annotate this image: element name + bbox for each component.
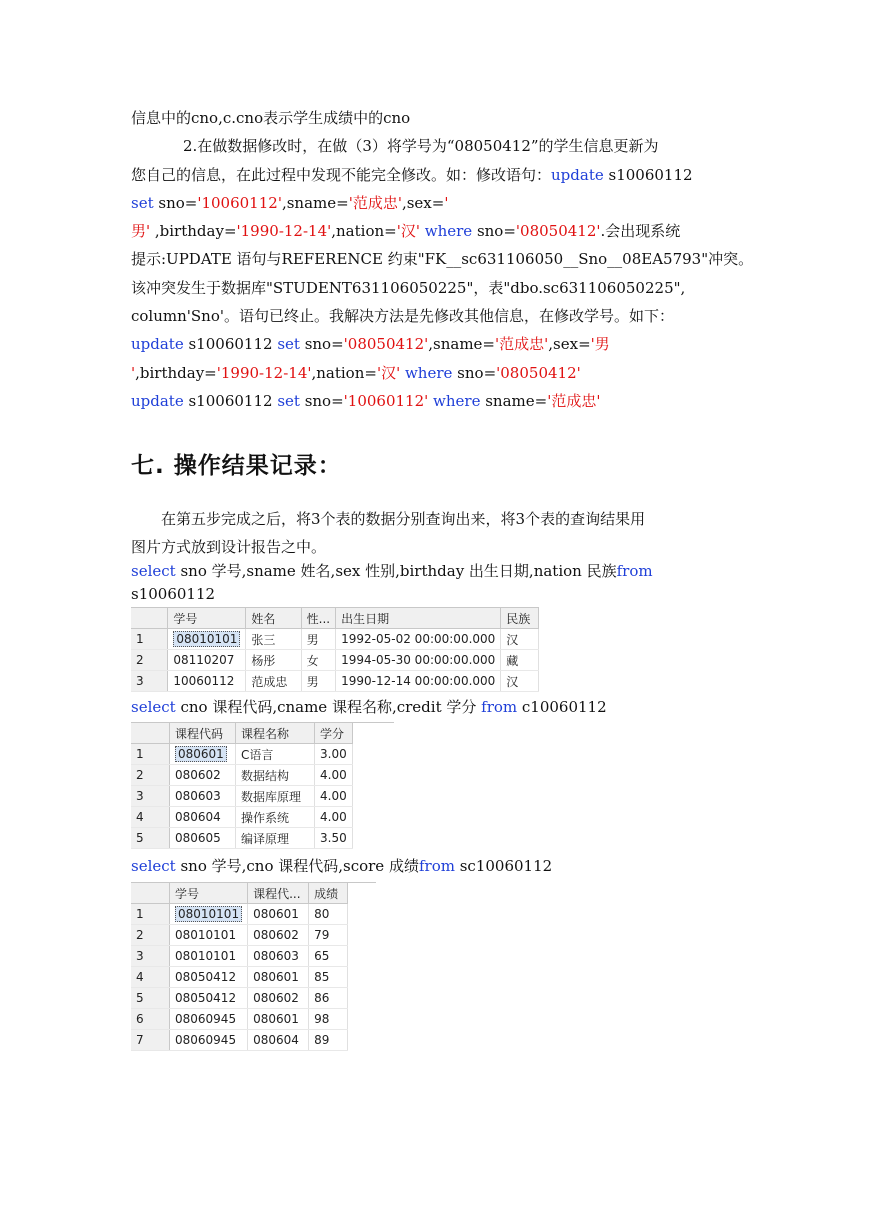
grid-header[interactable]: 出生日期: [336, 608, 501, 629]
table-row[interactable]: [131, 765, 352, 786]
text-span: sc10060112: [454, 857, 553, 875]
table-row[interactable]: [131, 786, 352, 807]
sql-keyword: where: [419, 222, 473, 241]
row-number[interactable]: 2: [131, 765, 170, 786]
table-row[interactable]: [131, 650, 539, 671]
grid-corner: [131, 883, 170, 904]
row-number[interactable]: 2: [131, 650, 168, 671]
sql-keyword: from: [616, 562, 653, 580]
text-span: sno=: [299, 335, 344, 354]
grid-corner: [131, 608, 168, 629]
text-span: sno=: [299, 391, 344, 410]
row-number[interactable]: 3: [131, 786, 170, 807]
grid-cell[interactable]: 10060112: [168, 671, 246, 692]
row-number[interactable]: 7: [131, 1030, 170, 1051]
grid-cell[interactable]: 1992-05-02 00:00:00.000: [336, 629, 501, 650]
row-number[interactable]: 4: [131, 967, 170, 988]
grid-header[interactable]: 课程名称: [236, 723, 315, 744]
grid-cell[interactable]: 79: [309, 925, 348, 946]
text-span: ,birthday=: [150, 222, 237, 241]
grid-cell[interactable]: 080601: [248, 904, 309, 925]
grid-header[interactable]: 性...: [301, 608, 335, 629]
sql-string: 男': [131, 222, 151, 241]
query-3: [131, 855, 552, 877]
row-number[interactable]: 3: [131, 671, 168, 692]
grid-cell[interactable]: C语言: [236, 744, 315, 765]
grid-cell[interactable]: 080601: [248, 1009, 309, 1030]
grid-cell[interactable]: 1990-12-14 00:00:00.000: [336, 671, 501, 692]
grid-cell[interactable]: 范成忠: [246, 671, 301, 692]
sql-keyword: update: [131, 391, 184, 410]
intro-line: 图片方式放到设计报告之中。: [131, 538, 327, 556]
table-row[interactable]: [131, 925, 348, 946]
sql-string: '1990-12-14': [216, 363, 312, 382]
row-number[interactable]: 1: [131, 904, 170, 925]
sql-string: '范成忠': [547, 391, 601, 410]
row-number[interactable]: 1: [131, 744, 170, 765]
grid-cell[interactable]: 女: [301, 650, 335, 671]
sql-string: '08050412': [343, 335, 429, 354]
row-number[interactable]: 2: [131, 925, 170, 946]
text-span: sno=: [452, 363, 497, 382]
table-row[interactable]: [131, 1030, 348, 1051]
text-span: sno=: [153, 193, 198, 212]
section-heading: 七. 操作结果记录：: [131, 453, 342, 479]
grid-header-row: [131, 883, 348, 904]
sql-keyword: set: [277, 335, 300, 354]
grid-header[interactable]: 姓名: [246, 608, 301, 629]
grid-cell[interactable]: [170, 904, 248, 925]
grid-header[interactable]: 学号: [170, 883, 248, 904]
sql-keyword: set: [277, 391, 300, 410]
text-span: ,sname=: [428, 335, 496, 354]
sql-keyword: select: [131, 857, 176, 875]
text-line: 提示:UPDATE 语句与REFERENCE 约束"FK__sc631106050__Sno__08EA5793"冲突。: [131, 250, 754, 269]
table-row[interactable]: [131, 946, 348, 967]
text-span: s10060112: [183, 391, 278, 410]
grid-header-row: [131, 608, 539, 629]
cell-value: 08010101: [175, 906, 242, 922]
text-span: ,sname=: [281, 193, 349, 212]
query-1: [131, 560, 741, 606]
text-span: ,nation=: [311, 363, 377, 382]
grid-cell[interactable]: 89: [309, 1030, 348, 1051]
table-row[interactable]: [131, 744, 352, 765]
sql-string: '10060112': [343, 391, 429, 410]
grid-header[interactable]: 课程代码: [170, 723, 236, 744]
sql-string: '范成忠': [348, 193, 402, 212]
sql-string: '范成忠': [495, 335, 549, 354]
result-grid-scores: [131, 882, 376, 1051]
result-grid-courses: [131, 722, 394, 849]
text-span: sname=: [480, 391, 548, 410]
text-line: 该冲突发生于数据库"STUDENT631106050225"，表"dbo.sc631106050225",: [131, 278, 686, 297]
grid-cell[interactable]: 3.50: [315, 828, 353, 849]
grid-corner: [131, 723, 170, 744]
grid-cell[interactable]: 080603: [248, 946, 309, 967]
text-span: ,nation=: [331, 222, 397, 241]
grid-header[interactable]: 学分: [315, 723, 353, 744]
row-number[interactable]: 1: [131, 629, 168, 650]
code-line: [131, 387, 741, 415]
row-number[interactable]: 4: [131, 807, 170, 828]
sql-string: '08050412': [496, 363, 581, 382]
text-span: sno 学号,cno 课程代码,score 成绩: [175, 857, 419, 875]
table-row[interactable]: [131, 904, 348, 925]
text-span: cno 课程代码,cname 课程名称,credit 学分: [175, 698, 482, 716]
grid-cell[interactable]: 08060945: [170, 1009, 248, 1030]
text-span: s10060112: [183, 335, 278, 354]
sql-string: '10060112': [197, 193, 282, 212]
grid-header[interactable]: 课程代...: [248, 883, 309, 904]
grid-cell[interactable]: 98: [309, 1009, 348, 1030]
grid-cell[interactable]: 080604: [170, 807, 236, 828]
sql-keyword: where: [428, 391, 481, 410]
cell-value: 080601: [175, 746, 227, 762]
grid-cell[interactable]: 080605: [170, 828, 236, 849]
sql-keyword: update: [131, 335, 184, 354]
grid-cell[interactable]: 操作系统: [236, 807, 315, 828]
code-line: [131, 330, 741, 358]
text-span: ,sex=: [401, 193, 445, 212]
grid-cell[interactable]: 86: [309, 988, 348, 1009]
grid-cell[interactable]: 08050412: [170, 967, 248, 988]
row-number[interactable]: 6: [131, 1009, 170, 1030]
sql-string: '男: [590, 335, 610, 354]
table-row[interactable]: [131, 1009, 348, 1030]
grid-cell[interactable]: 杨彤: [246, 650, 301, 671]
row-number[interactable]: 5: [131, 988, 170, 1009]
grid-cell[interactable]: 080604: [248, 1030, 309, 1051]
grid-cell[interactable]: [170, 744, 236, 765]
intro-line: 在第五步完成之后，将3个表的数据分别查询出来，将3个表的查询结果用: [161, 510, 646, 528]
text-span: ,sex=: [548, 335, 591, 354]
grid-cell[interactable]: 08010101: [170, 946, 248, 967]
grid-header[interactable]: 成绩: [309, 883, 348, 904]
grid-cell[interactable]: 4.00: [315, 786, 353, 807]
grid-cell[interactable]: 08110207: [168, 650, 246, 671]
sql-keyword: update: [551, 165, 604, 184]
grid-cell[interactable]: 080602: [170, 765, 236, 786]
sql-keyword: set: [131, 193, 154, 212]
text-span: s10060112: [131, 585, 216, 603]
body-text: [131, 104, 754, 415]
sql-keyword: select: [131, 562, 176, 580]
grid-cell[interactable]: 张三: [246, 629, 301, 650]
text-span: s10060112: [603, 165, 693, 184]
text-line: 2.在做数据修改时，在做（3）将学号为“08050412”的学生信息更新为: [183, 137, 659, 156]
row-number[interactable]: 5: [131, 828, 170, 849]
grid-cell[interactable]: 080602: [248, 925, 309, 946]
sql-string: ': [444, 193, 449, 212]
row-number[interactable]: 3: [131, 946, 170, 967]
grid-header[interactable]: 学号: [168, 608, 246, 629]
grid-cell[interactable]: 65: [309, 946, 348, 967]
grid-cell[interactable]: 85: [309, 967, 348, 988]
grid-cell[interactable]: 3.00: [315, 744, 353, 765]
grid-cell[interactable]: 数据结构: [236, 765, 315, 786]
grid-cell[interactable]: 藏: [501, 650, 539, 671]
table-row[interactable]: [131, 629, 539, 650]
grid-cell[interactable]: 08060945: [170, 1030, 248, 1051]
sql-string: '汉': [376, 363, 401, 382]
text-line: [131, 161, 741, 189]
result-grid-students: [131, 607, 539, 692]
grid-cell[interactable]: 男: [301, 671, 335, 692]
sql-string: ': [131, 363, 136, 382]
grid-cell[interactable]: 数据库原理: [236, 786, 315, 807]
grid-cell[interactable]: 编译原理: [236, 828, 315, 849]
grid-cell[interactable]: 4.00: [315, 807, 353, 828]
grid-cell[interactable]: 08010101: [170, 925, 248, 946]
grid-cell[interactable]: 080603: [170, 786, 236, 807]
grid-cell[interactable]: 男: [301, 629, 335, 650]
text-span: 您自己的信息，在此过程中发现不能完全修改。如：修改语句：: [131, 165, 552, 184]
text-span: ,birthday=: [135, 363, 217, 382]
sql-string: '汉': [396, 222, 420, 241]
table-row[interactable]: [131, 988, 348, 1009]
sql-keyword: where: [400, 363, 453, 382]
text-line: column'Sno'。语句已终止。我解决方法是先修改其他信息，在修改学号。如下：: [131, 307, 674, 326]
text-span: sno 学号,sname 姓名,sex 性别,birthday 出生日期,nation 民族: [175, 562, 617, 580]
grid-cell[interactable]: 1994-05-30 00:00:00.000: [336, 650, 501, 671]
sql-string: '1990-12-14': [236, 222, 332, 241]
sql-keyword: from: [418, 857, 455, 875]
cell-value: 08010101: [173, 631, 240, 647]
text-span: .会出现系统: [600, 222, 681, 241]
table-row[interactable]: [131, 671, 539, 692]
text-span: sno=: [472, 222, 516, 241]
grid-cell[interactable]: 汉: [501, 629, 539, 650]
query-2: [131, 696, 607, 718]
grid-cell[interactable]: [168, 629, 246, 650]
grid-cell[interactable]: 4.00: [315, 765, 353, 786]
table-row[interactable]: [131, 828, 352, 849]
text-line: 信息中的cno,c.cno表示学生成绩中的cno: [131, 109, 411, 127]
grid-header-row: [131, 723, 352, 744]
table-row[interactable]: [131, 807, 352, 828]
grid-cell[interactable]: 080601: [248, 967, 309, 988]
text-line: [131, 217, 741, 245]
text-span: c10060112: [517, 698, 607, 716]
grid-cell[interactable]: 80: [309, 904, 348, 925]
text-line: [131, 189, 741, 217]
grid-cell[interactable]: 080602: [248, 988, 309, 1009]
grid-cell[interactable]: 08050412: [170, 988, 248, 1009]
sql-keyword: select: [131, 698, 176, 716]
code-line: [131, 359, 741, 387]
sql-string: '08050412': [515, 222, 601, 241]
sql-keyword: from: [481, 698, 518, 716]
table-row[interactable]: [131, 967, 348, 988]
grid-header[interactable]: 民族: [501, 608, 539, 629]
grid-cell[interactable]: 汉: [501, 671, 539, 692]
